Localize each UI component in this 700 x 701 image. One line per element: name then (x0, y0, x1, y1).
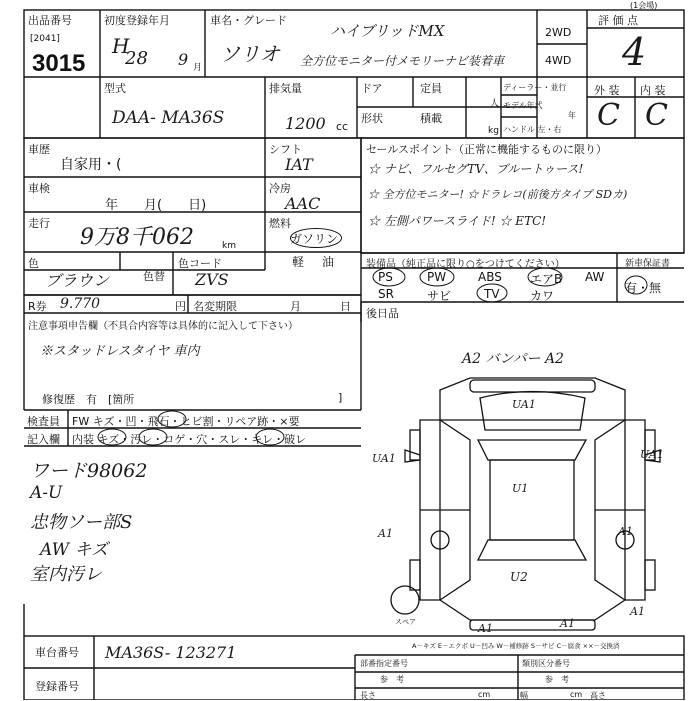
equip-sabi: サビ (427, 289, 452, 303)
model-year-label: モデル年式 (503, 101, 543, 110)
equipment-note: 全方位モニター付メモリーナビ装着車 (300, 54, 505, 68)
inspector-row2: 内装 キズ・汚レ・コゲ・穴・スレ・キレ・破レ (72, 433, 307, 446)
ac-label: 冷房 (269, 182, 291, 195)
equip-sr: SR (378, 287, 394, 301)
sales-line-3: ☆ 左側パワースライド! ☆ ETC! (368, 214, 547, 228)
history-label: 車歴 (28, 143, 50, 156)
mileage: 9万8千062 (80, 225, 194, 250)
chassis-number: MA36S- 123271 (105, 643, 237, 662)
era: H (112, 34, 130, 58)
cm-unit-2: cm (570, 690, 583, 699)
sales-line-2: ☆ 全方位モニター! ☆ドラレコ(前後方タイプ SDカ) (368, 188, 628, 201)
notes-title: 注意事項申告欄（不具合内容等は具体的に記入して下さい） (28, 321, 298, 332)
color-code-label: 色コード (178, 257, 222, 270)
equip-tv: TV (484, 287, 500, 301)
checker-label: 検査員 (27, 415, 60, 428)
diag-label-right: UA1 (640, 448, 664, 461)
yen-unit: 円 (175, 300, 186, 313)
grade: ハイブリッドMX (330, 22, 445, 40)
diag-label-rear-left: A1 (478, 622, 493, 635)
spare-label: スペア (395, 618, 416, 626)
reg-month: 9 (178, 50, 189, 69)
repair-close: ] (338, 391, 343, 404)
month-unit: 月 (193, 63, 203, 73)
warranty-value: 有・無 (625, 281, 662, 295)
rear-label: 後日品 (366, 307, 399, 320)
chassis-label: 車台番号 (35, 646, 79, 659)
equip-abs: ABS (478, 270, 502, 284)
diag-label-rear-corner: A1 (630, 605, 645, 618)
inspection: 年 月( 日) (105, 198, 207, 213)
color-label: 色 (28, 257, 39, 270)
score: 4 (622, 30, 647, 74)
name-change-label: 名変期限 (193, 300, 237, 313)
sales-title: セールスポイント（正常に機能するものに限り） (366, 143, 608, 156)
day-label: 日 (340, 300, 351, 313)
color: ブラウン (45, 271, 110, 290)
ref-label-2: 類別区分番号 (522, 659, 570, 668)
reg-year: 28 (125, 48, 148, 69)
recycle-value: 9.770 (60, 296, 101, 312)
equip-pw: PW (427, 270, 447, 284)
mileage-label: 走行 (28, 217, 50, 230)
displacement-label: 排気量 (269, 82, 302, 95)
exterior-grade: C (597, 98, 620, 133)
year-unit: 年 (568, 111, 576, 120)
corner-note: (1会場) (630, 1, 658, 10)
equip-ps: PS (378, 270, 393, 284)
fuel-label: 燃料 (269, 217, 291, 230)
shift: IAT (285, 155, 313, 174)
repair-label: 修復歴 有 [箇所 (42, 393, 135, 406)
month-label: 月 (290, 300, 301, 313)
color-code: ZVS (195, 270, 229, 289)
hand-note-4: AW キズ (40, 540, 109, 560)
diag-label-right-lower: A1 (618, 525, 633, 538)
seats-unit: 人 (490, 99, 500, 109)
door-label: ドア (361, 82, 383, 95)
ref-label-1: 部番指定番号 (360, 659, 408, 668)
first-reg-label: 初度登録年月 (104, 14, 170, 27)
capacity-unit: kg (488, 126, 499, 136)
inspector-row1: FW キズ・凹・飛石・ヒビ割・リペア跡・×要 (72, 415, 300, 428)
sales-line-1: ☆ ナビ、フルセグTV、ブルートゥース! (368, 162, 584, 176)
diag-label-bumper: A2 バンパー A2 (462, 351, 564, 367)
handle-label: ハンドル 左・右 (503, 125, 562, 134)
height-label: 高さ (590, 691, 606, 700)
hand-note-3: 忠物ソー部S (30, 512, 133, 533)
fuel-circle (290, 228, 342, 248)
diag-label-rear-right: A1 (560, 617, 575, 630)
drive-4wd: 4WD (545, 54, 572, 67)
fuel-light: 軽 (292, 255, 305, 269)
ref-sub-1: 参 考 (380, 675, 404, 684)
warranty-label: 新車保証書 (625, 259, 671, 269)
car-name-label: 車名・グレード (210, 14, 287, 27)
model: DAA- MA36S (112, 108, 225, 128)
car-diagram (391, 378, 660, 630)
interior-grade: C (645, 98, 668, 133)
score-label: 評 価 点 (598, 14, 638, 27)
diag-label-hood: UA1 (512, 398, 536, 411)
exterior-label: 外 装 (594, 84, 620, 97)
diag-label-roof: U1 (512, 482, 529, 495)
equip-aw: AW (585, 270, 605, 284)
shape-label: 形状 (361, 112, 383, 125)
lot-number: 3015 (32, 50, 86, 77)
width-label: 幅 (520, 691, 528, 700)
recycle-label: R券 (28, 300, 47, 313)
equip-leather: カワ (530, 289, 555, 303)
mileage-unit: km (222, 241, 236, 251)
lot-label: 出品番号 (28, 14, 72, 27)
color-no-label: 色替 (143, 270, 165, 283)
drive-2wd: 2WD (545, 26, 572, 39)
lot-sub: [2041] (30, 34, 60, 44)
shift-label: シフト (269, 143, 302, 156)
fuel-diesel: 油 (322, 255, 335, 269)
diag-label-left-lower: A1 (378, 527, 393, 540)
length-label: 長さ (360, 691, 376, 700)
recorder-label: 記入欄 (27, 433, 60, 446)
diag-label-left: UA1 (372, 452, 396, 465)
notes-entry: ※スタッドレスタイヤ 車内 (40, 344, 200, 359)
dealer-label: ディーラー・並行 (503, 83, 567, 92)
car-name: ソリオ (220, 42, 280, 66)
displacement: 1200 (285, 114, 326, 133)
reg-label: 登録番号 (35, 680, 79, 693)
hand-note-5: 室内汚レ (30, 564, 102, 585)
hand-note-1: ワード98062 (30, 460, 148, 482)
model-label: 型式 (104, 82, 126, 95)
equip-airbag: エアB (530, 272, 563, 286)
equipment-title: 装備品（純正品に限り○をつけてください） (366, 259, 565, 270)
displacement-unit: cc (336, 120, 349, 133)
capacity-label: 積載 (420, 112, 442, 125)
damage-legend: A－キズ E－エクボ U－凹み W－補修跡 S－サビ C－腐食 ××－交換済 (412, 642, 620, 650)
diag-label-trunk: U2 (510, 570, 528, 584)
history: 自家用・( (60, 157, 122, 173)
fuel-gas: ガソリン (290, 232, 339, 246)
interior-label: 内 装 (640, 84, 666, 97)
ref-sub-2: 参 考 (545, 675, 569, 684)
ac: AAC (285, 194, 321, 213)
inspection-label: 車検 (28, 182, 50, 195)
hand-note-2: A-U (30, 483, 63, 503)
seats-label: 定員 (420, 82, 442, 95)
cm-unit-1: cm (478, 690, 491, 699)
